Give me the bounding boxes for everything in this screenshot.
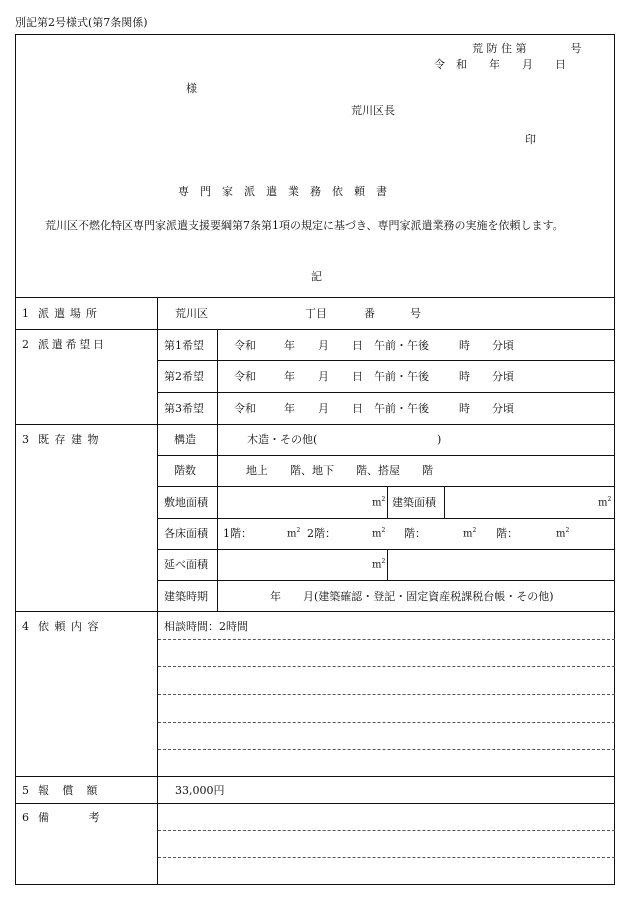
fee-amount: 33,000円 <box>175 784 225 797</box>
choice-2-label: 第2希望 <box>164 370 204 383</box>
site-area-unit: $m^2$ <box>372 496 386 509</box>
date1-hour: 時 <box>459 339 470 352</box>
ref-number: 荒 防 住 第 号 <box>472 42 582 55</box>
total-area-label: 延べ面積 <box>164 558 208 571</box>
ki-mark: 記 <box>311 270 322 283</box>
sender-name: 荒川区長 <box>351 104 395 117</box>
row6-number: 6 <box>22 811 29 824</box>
row1-label: 派遣場所 <box>38 307 102 320</box>
addressee-suffix: 様 <box>186 82 197 95</box>
place-ban: 番 <box>364 307 375 320</box>
choice-1-label: 第1希望 <box>164 339 204 352</box>
built-value: 年 月(建築確認・登記・固定資産税課税台帳・その他) <box>270 590 554 603</box>
date2-hour: 時 <box>459 370 470 383</box>
place-ward: 荒川区 <box>175 307 208 320</box>
place-chome: 丁目 <box>305 307 327 320</box>
building-area-label: 建築面積 <box>392 496 436 509</box>
row1-number: 1 <box>22 307 29 320</box>
choice-3-label: 第3希望 <box>164 402 204 415</box>
form-frame <box>15 34 615 885</box>
issue-date: 令 和 年 月 日 <box>434 58 566 71</box>
date1-day: 日 <box>352 339 363 352</box>
row6-label: 備考 <box>38 811 140 824</box>
floor4-unit: $m^2$ <box>556 527 570 540</box>
row4-number: 4 <box>22 620 29 633</box>
row2-number: 2 <box>22 338 29 351</box>
request-content: 相談時間：2時間 <box>164 620 248 633</box>
date1-ampm: 午前・午後 <box>374 339 429 352</box>
date1-era: 令和 <box>234 339 256 352</box>
date2-day: 日 <box>352 370 363 383</box>
structure-close: ) <box>437 433 442 446</box>
building-area-unit: $m^2$ <box>598 496 612 509</box>
floor-area-label: 各床面積 <box>164 527 208 540</box>
place-go: 号 <box>410 307 421 320</box>
row2-label: 派遣希望日 <box>38 338 107 351</box>
date2-era: 令和 <box>234 370 256 383</box>
floor3-label: 階： <box>404 527 426 540</box>
date2-month: 月 <box>318 370 329 383</box>
seal-mark: 印 <box>525 133 536 146</box>
floor2-unit: $m^2$ <box>372 527 386 540</box>
date3-month: 月 <box>318 402 329 415</box>
floors-value: 地上 階、地下 階、搭屋 階 <box>246 464 433 477</box>
row3-label: 既存建物 <box>38 433 104 446</box>
structure-label: 構造 <box>174 433 196 446</box>
floors-label: 階数 <box>174 464 196 477</box>
row5-number: 5 <box>22 784 29 797</box>
date2-year: 年 <box>284 370 295 383</box>
row5-label: 報償額 <box>38 784 111 797</box>
floor1-label: 1階： <box>223 527 252 540</box>
total-area-unit: $m^2$ <box>372 558 386 571</box>
form-id: 別記第2号様式(第7条関係) <box>15 16 148 29</box>
floor4-label: 階： <box>496 527 518 540</box>
date1-year: 年 <box>284 339 295 352</box>
floor3-unit: $m^2$ <box>463 527 477 540</box>
date2-ampm: 午前・午後 <box>374 370 429 383</box>
date3-hour: 時 <box>459 402 470 415</box>
built-label: 建築時期 <box>164 590 208 603</box>
date3-day: 日 <box>352 402 363 415</box>
floor1-unit: $m^2$ <box>287 527 301 540</box>
date2-minute: 分頃 <box>492 370 514 383</box>
row4-label: 依頼内容 <box>38 620 104 633</box>
document-title: 専 門 家 派 遣 業 務 依 頼 書 <box>178 185 387 198</box>
structure-value: 木造・その他( <box>247 433 318 446</box>
request-body: 荒川区不燃化特区専門家派遣支援要綱第7条第1項の規定に基づき、専門家派遣業務の実施を依頼します。 <box>45 219 564 232</box>
date1-minute: 分頃 <box>492 339 514 352</box>
site-area-label: 敷地面積 <box>164 496 208 509</box>
date3-era: 令和 <box>234 402 256 415</box>
date1-month: 月 <box>318 339 329 352</box>
floor2-label: 2階： <box>307 527 336 540</box>
date3-year: 年 <box>284 402 295 415</box>
row3-number: 3 <box>22 433 29 446</box>
date3-ampm: 午前・午後 <box>374 402 429 415</box>
date3-minute: 分頃 <box>492 402 514 415</box>
